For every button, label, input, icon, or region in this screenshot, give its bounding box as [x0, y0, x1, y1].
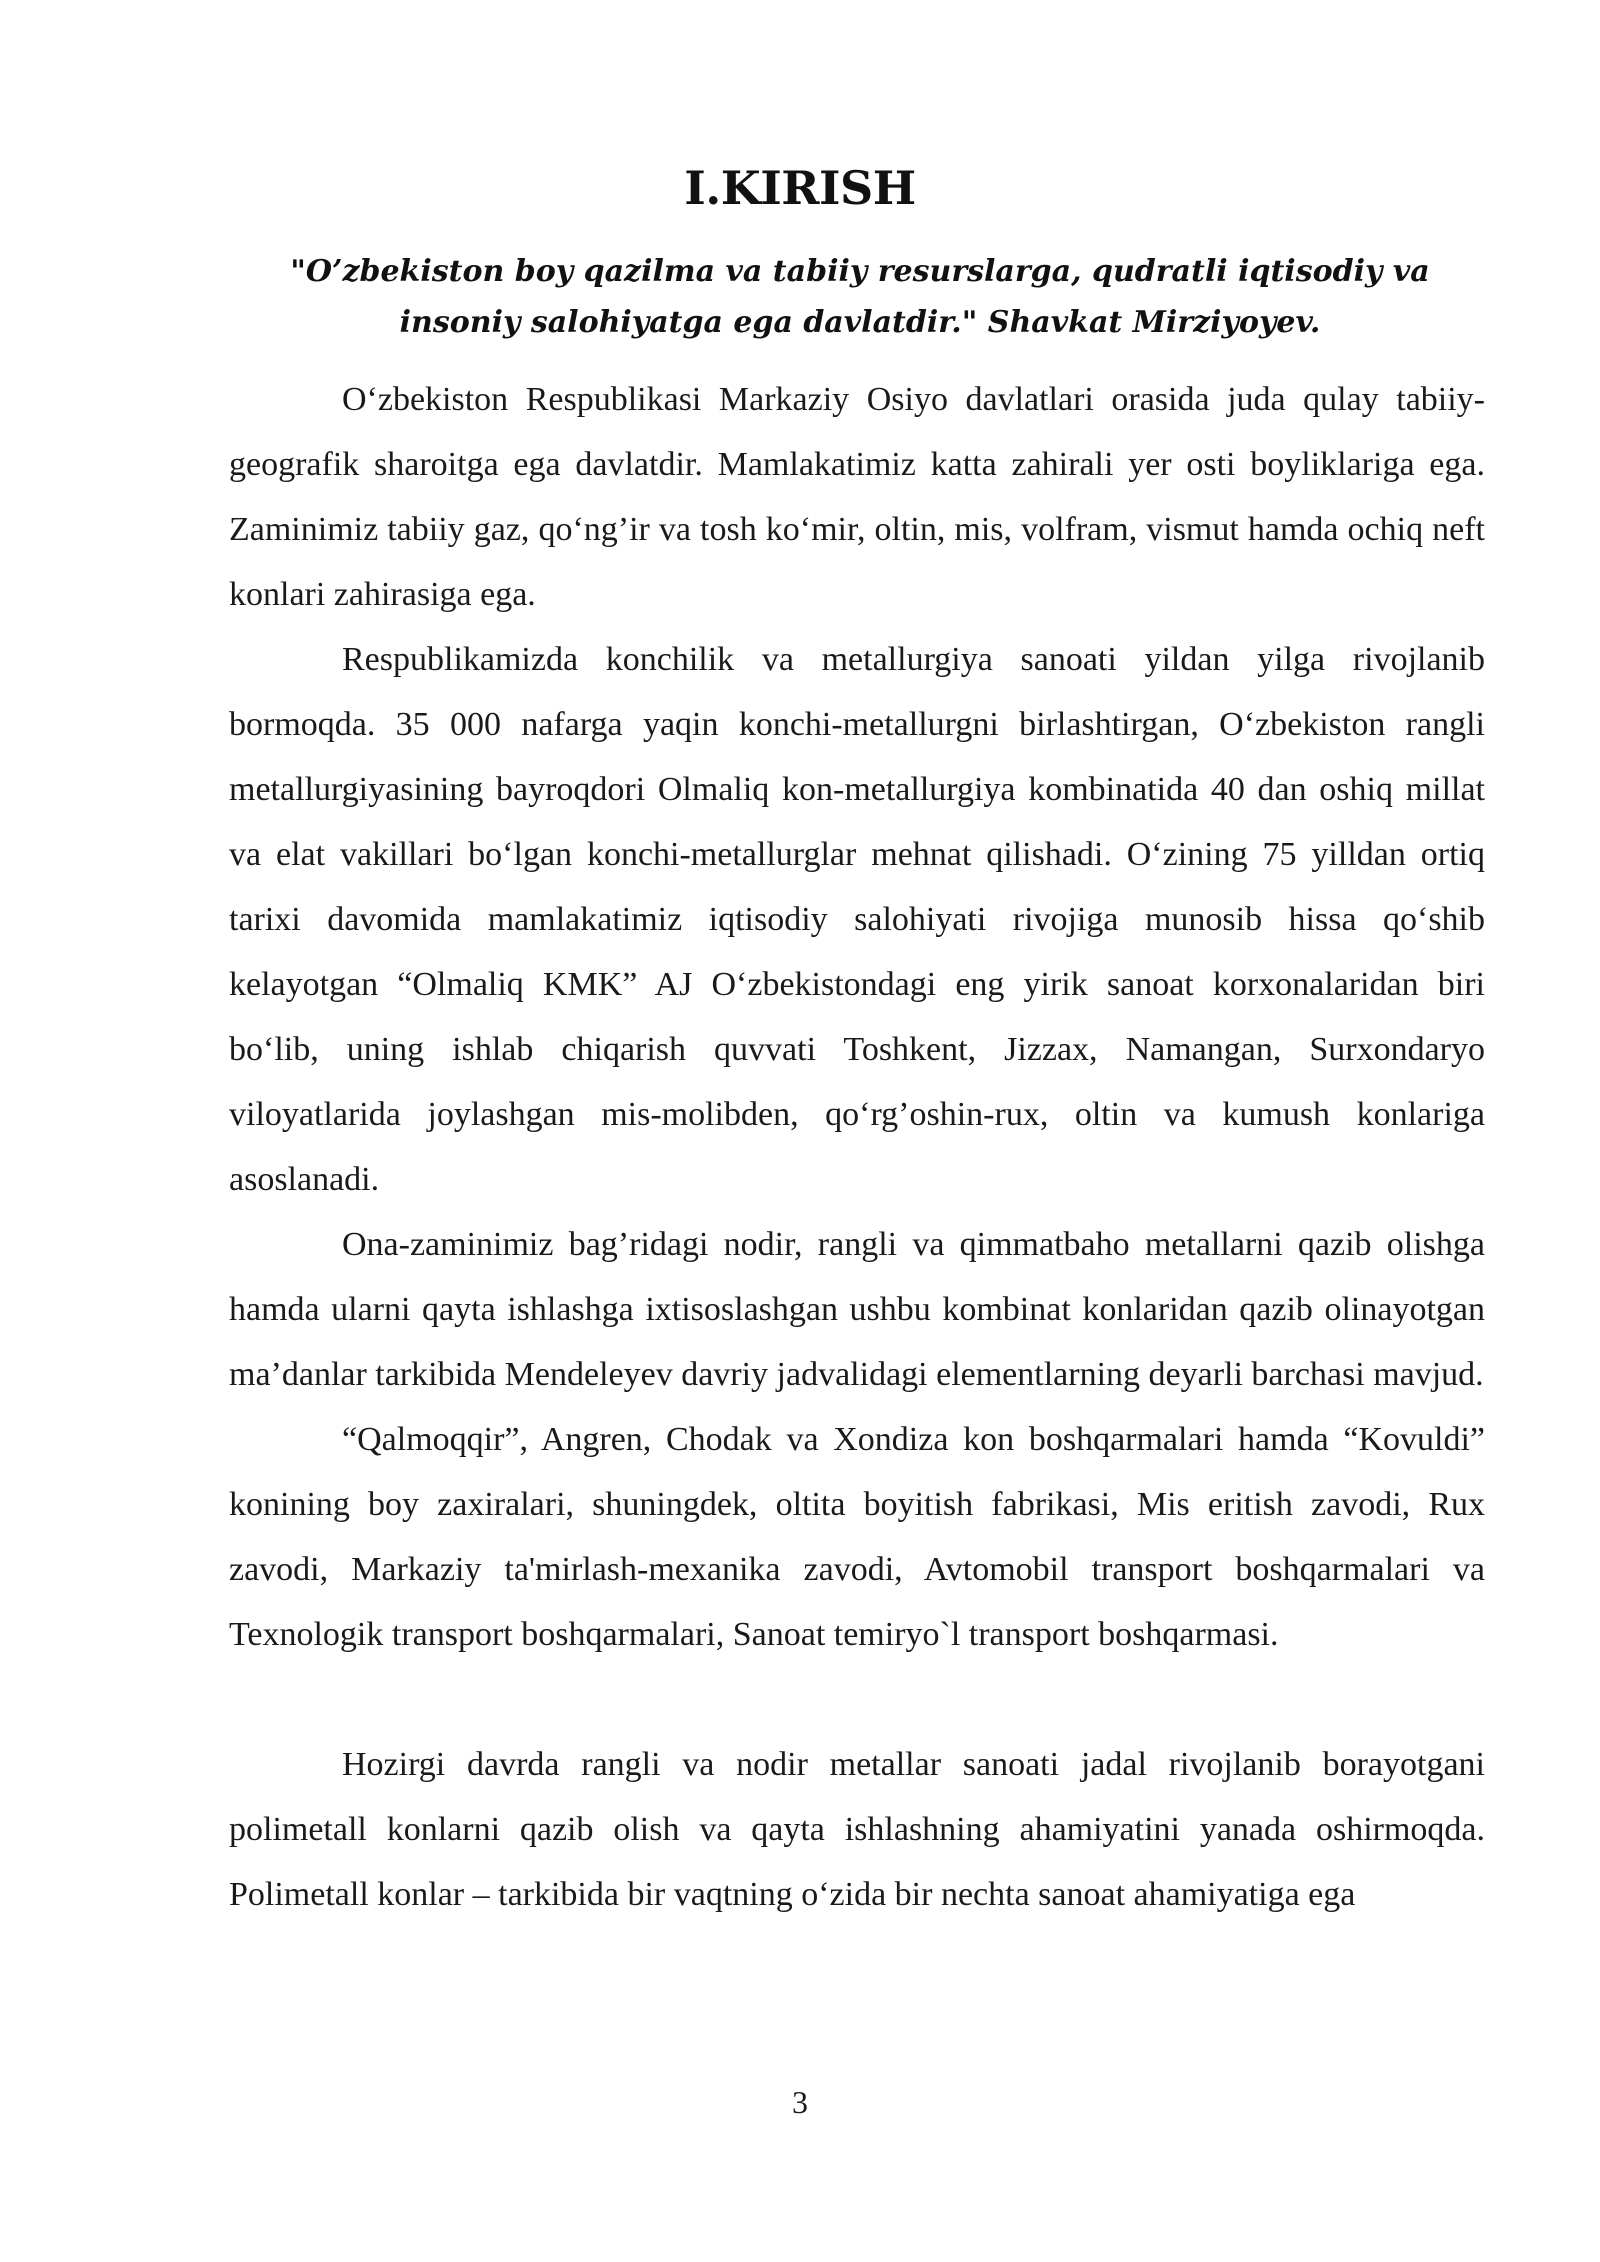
epigraph-line-2: insoniy salohiyatga ega davlatdir." Shavkat Mirziyoyev.: [399, 305, 1321, 340]
paragraph-2: Respublikamizda konchilik va metallurgiya sanoati yildan yilga rivojlanib bormoqda. 35 000 nafarga yaqin konchi-metallurgni birlashtirgan, O‘zbekiston rangli metallurgiyasining bayroqdori Olmaliq kon-metallurgiya kombinatida 40 dan oshiq millat va elat vakillari bo‘lgan konchi-metallurglar mehnat qilishadi. O‘zining 75 yilldan ortiq tarixi davomida mamlakatimiz iqtisodiy salohiyati rivojiga munosib hissa qo‘shib kelayotgan “Olmaliq KMK” AJ O‘zbekistondagi eng yirik sanoat korxonalaridan biri bo‘lib, uning ishlab chiqarish quvvati Toshkent, Jizzax, Namangan, Surxondaryo viloyatlarida joylashgan mis-molibden, qo‘rg’oshin-rux, oltin va kumush konlariga asoslanadi.: [229, 641, 1485, 1198]
paragraph-4: “Qalmoqqir”, Angren, Chodak va Xondiza kon boshqarmalari hamda “Kovuldi” konining boy zaxiralari, shuningdek, oltita boyitish fabrikasi, Mis eritish zavodi, Rux zavodi, Markaziy ta'mirlash-mexanika zavodi, Avtomobil transport boshqarmalari va Texnologik transport boshqarmalari, Sanoat temiryo`l transport boshqarmasi.: [229, 1421, 1485, 1653]
body-text: [229, 367, 1485, 1927]
paragraph-5: Hozirgi davrda rangli va nodir metallar sanoati jadal rivojlanib borayotgani polimetall konlarni qazib olish va qayta ishlashning ahamiyatini yanada oshirmoqda. Polimetall konlar – tarkibida bir vaqtning o‘zida bir nechta sanoat ahamiyatiga ega: [229, 1746, 1485, 1913]
epigraph-quote: [260, 246, 1460, 348]
section-title: I.KIRISH: [684, 161, 916, 215]
epigraph-line-1: "O’zbekiston boy qazilma va tabiiy resurslarga, qudratli iqtisodiy va: [290, 254, 1430, 289]
paragraph-1: O‘zbekiston Respublikasi Markaziy Osiyo davlatlari orasida juda qulay tabiiy-geografik sharoitga ega davlatdir. Mamlakatimiz katta zahirali yer osti boyliklariga ega. Zaminimiz tabiiy gaz, qo‘ng’ir va tosh ko‘mir, oltin, mis, volfram, vismut hamda ochiq neft konlari zahirasiga ega.: [229, 381, 1485, 613]
paragraph-3: Ona-zaminimiz bag’ridagi nodir, rangli va qimmatbaho metallarni qazib olishga hamda ularni qayta ishlashga ixtisoslashgan ushbu kombinat konlaridan qazib olinayotgan ma’danlar tarkibida Mendeleyev davriy jadvalidagi elementlarning deyarli barchasi mavjud.: [229, 1226, 1485, 1393]
page-number: 3: [792, 2084, 808, 2120]
